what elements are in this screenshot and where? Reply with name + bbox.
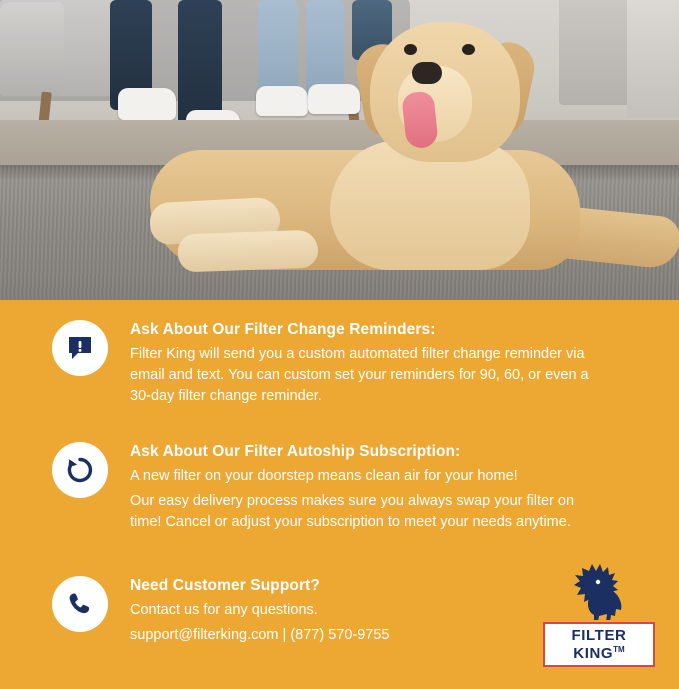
phone-icon: [52, 576, 108, 632]
dog-eye: [404, 44, 417, 55]
info-panel: [0, 300, 679, 689]
row-title: Ask About Our Filter Change Reminders:: [130, 321, 436, 338]
dog-paw: [177, 230, 318, 273]
trademark-symbol: TM: [613, 645, 625, 654]
row-body: A new filter on your doorstep means clean air for your home!: [130, 468, 518, 484]
filter-king-logo: [543, 558, 655, 667]
logo-line-1: FILTER: [571, 627, 627, 644]
sneaker: [308, 84, 360, 114]
sneaker: [118, 88, 176, 120]
background-furniture-right-edge: [627, 0, 679, 118]
row-body: Filter King will send you a custom automated filter change reminder via email and text. You can custom set your reminders for 90, 60, or even a 30-day filter change reminder.: [130, 346, 589, 404]
info-row-text: [130, 320, 600, 407]
row-title: Need Customer Support?: [130, 577, 320, 594]
logo-line-2: KING™: [573, 645, 625, 662]
chat-alert-icon: [52, 320, 108, 376]
logo-wordmark: [543, 622, 655, 667]
info-row-reminders: [52, 320, 600, 407]
info-row-text: [130, 442, 600, 533]
row-body: Our easy delivery process makes sure you always swap your filter on time! Cancel or adjust your subscription to meet your needs anytime.: [130, 493, 575, 530]
refresh-cycle-icon: [52, 442, 108, 498]
row-title: Ask About Our Filter Autoship Subscription:: [130, 443, 461, 460]
sneaker: [256, 86, 308, 116]
couch-arm: [0, 2, 64, 96]
info-row-support: [52, 576, 389, 646]
dog-eye: [462, 44, 475, 55]
contact-info[interactable]: support@filterking.com | (877) 570-9755: [130, 627, 390, 643]
hero-photo: [0, 0, 679, 300]
dog-tongue: [401, 90, 439, 149]
row-body: Contact us for any questions.: [130, 602, 318, 618]
person-leg: [178, 0, 222, 126]
dog-nose: [412, 62, 442, 84]
info-row-text: [130, 576, 389, 646]
lion-icon: [568, 558, 630, 620]
info-row-autoship: [52, 442, 600, 533]
